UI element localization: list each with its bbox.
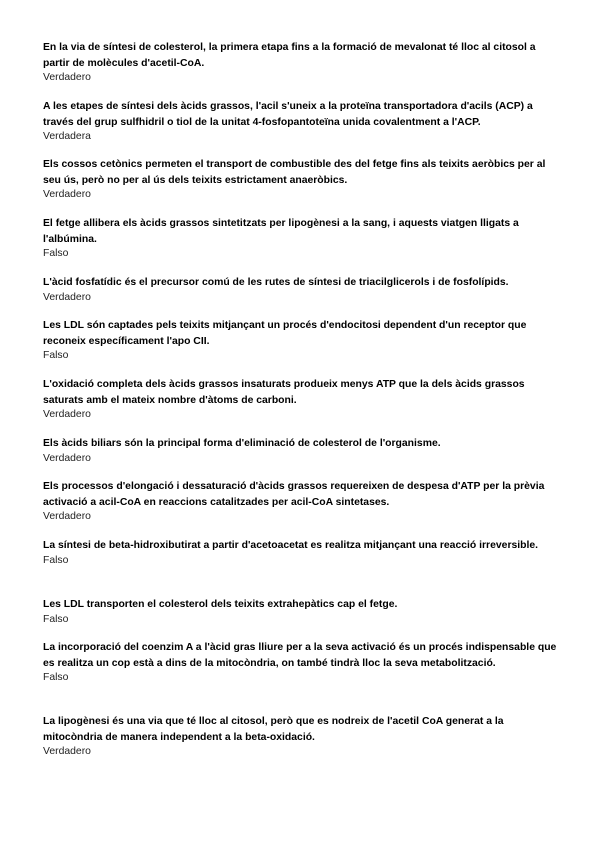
statement-text: Els àcids biliars són la principal forma d'eliminació de colesterol de l'organisme. [43,438,441,449]
statement-item [43,436,561,466]
statement-text: La síntesi de beta-hidroxibutirat a partir d'acetoacetat es realitza mitjançant una reacció irreversible. [43,540,539,551]
statement-text: El fetge allibera els àcids grassos sintetitzats per lipogènesi a la sang, i aquests viatgen lligats a l'albúmina. [43,218,519,245]
answer-text: Verdadero [43,746,91,757]
statement-item [43,479,561,524]
statement-item [43,318,561,363]
answer-text: Falso [43,350,69,361]
statement-text: La incorporació del coenzim A a l'àcid gras lliure per a la seva activació és un procés indispensable que es realitza un cop està a dins de la mitocòndria, on també tindrà lloc la seva metabolització. [43,642,557,669]
statement-item [43,99,561,144]
answer-text: Falso [43,248,69,259]
statement-text: Els cossos cetònics permeten el transport de combustible des del fetge fins als teixits aeròbics per al seu ús, però no per al ús dels teixits estrictament anaeròbics. [43,159,546,186]
statement-item [43,377,561,422]
statement-item [43,597,561,627]
answer-text: Verdadero [43,291,91,303]
answer-text: Verdadero [43,452,91,464]
statement-text: En la via de síntesi de colesterol, la primera etapa fins a la formació de mevalonat té lloc al citosol a partir de molècules d'acetil-CoA. [43,42,536,69]
statement-item [43,40,561,85]
statement-item [43,714,561,759]
answer-text: Verdadero [43,511,91,522]
statement-text: Les LDL transporten el colesterol dels teixits extrahepàtics cap el fetge. [43,599,398,610]
statement-text: L'oxidació completa dels àcids grassos insaturats produeix menys ATP que la dels àcids grassos saturats amb el mateix nombre d'àtoms de carboni. [43,379,525,406]
answer-text: Verdadero [43,72,91,83]
statement-text: A les etapes de síntesi dels àcids grassos, l'acil s'uneix a la proteïna transportadora d'acils (ACP) a través del grup sulfhidril o tiol de la unitat 4-fosfopantoteïna unida covalentment a l'ACP. [43,101,533,128]
statement-text: Els processos d'elongació i dessaturació d'àcids grassos requereixen de despesa d'ATP per la prèvia activació a acil-CoA en reaccions catalitzades per acil-CoA sintetases. [43,481,545,508]
answer-text: Falso [43,554,69,566]
answer-text: Verdadera [43,131,91,142]
statement-item [43,538,561,568]
answer-text: Verdadero [43,189,91,200]
answer-text: Falso [43,613,69,625]
statement-text: Les LDL són captades pels teixits mitjançant un procés d'endocitosi dependent d'un receptor que reconeix específicament l'apo CII. [43,320,527,347]
statement-text: La lipogènesi és una via que té lloc al citosol, però que es nodreix de l'acetil CoA generat a la mitocòndria de manera independent a la beta-oxidació. [43,716,504,743]
statement-item [43,275,561,305]
statement-item [43,157,561,202]
statement-item [43,640,561,685]
answer-text: Verdadero [43,409,91,420]
statement-item [43,216,561,261]
answer-text: Falso [43,672,69,683]
statement-text: L'àcid fosfatídic és el precursor comú de les rutes de síntesi de triacilglicerols i de fosfolípids. [43,277,509,288]
